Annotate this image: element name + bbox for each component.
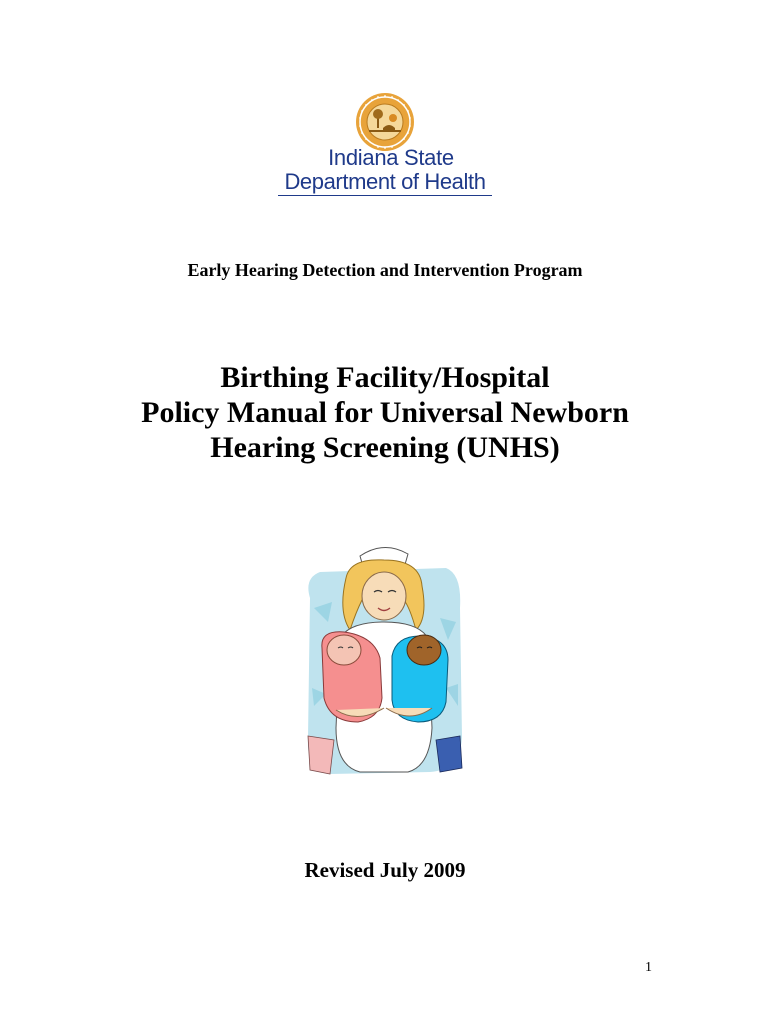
document-title (0, 360, 770, 465)
revision-date: Revised July 2009 (304, 858, 466, 882)
program-name: Early Hearing Detection and Intervention Program (187, 260, 583, 280)
agency-name-line1: Indiana State (328, 145, 454, 170)
nurse-holding-babies-icon (300, 538, 466, 776)
agency-logo (278, 146, 492, 196)
title-line: Policy Manual for Universal Newborn (141, 396, 629, 429)
page-number: 1 (645, 960, 652, 975)
title-line: Birthing Facility/Hospital (220, 361, 550, 394)
state-seal-icon (355, 92, 415, 152)
agency-name-line2: Department of Health (278, 170, 492, 196)
title-line: Hearing Screening (UNHS) (210, 431, 560, 464)
